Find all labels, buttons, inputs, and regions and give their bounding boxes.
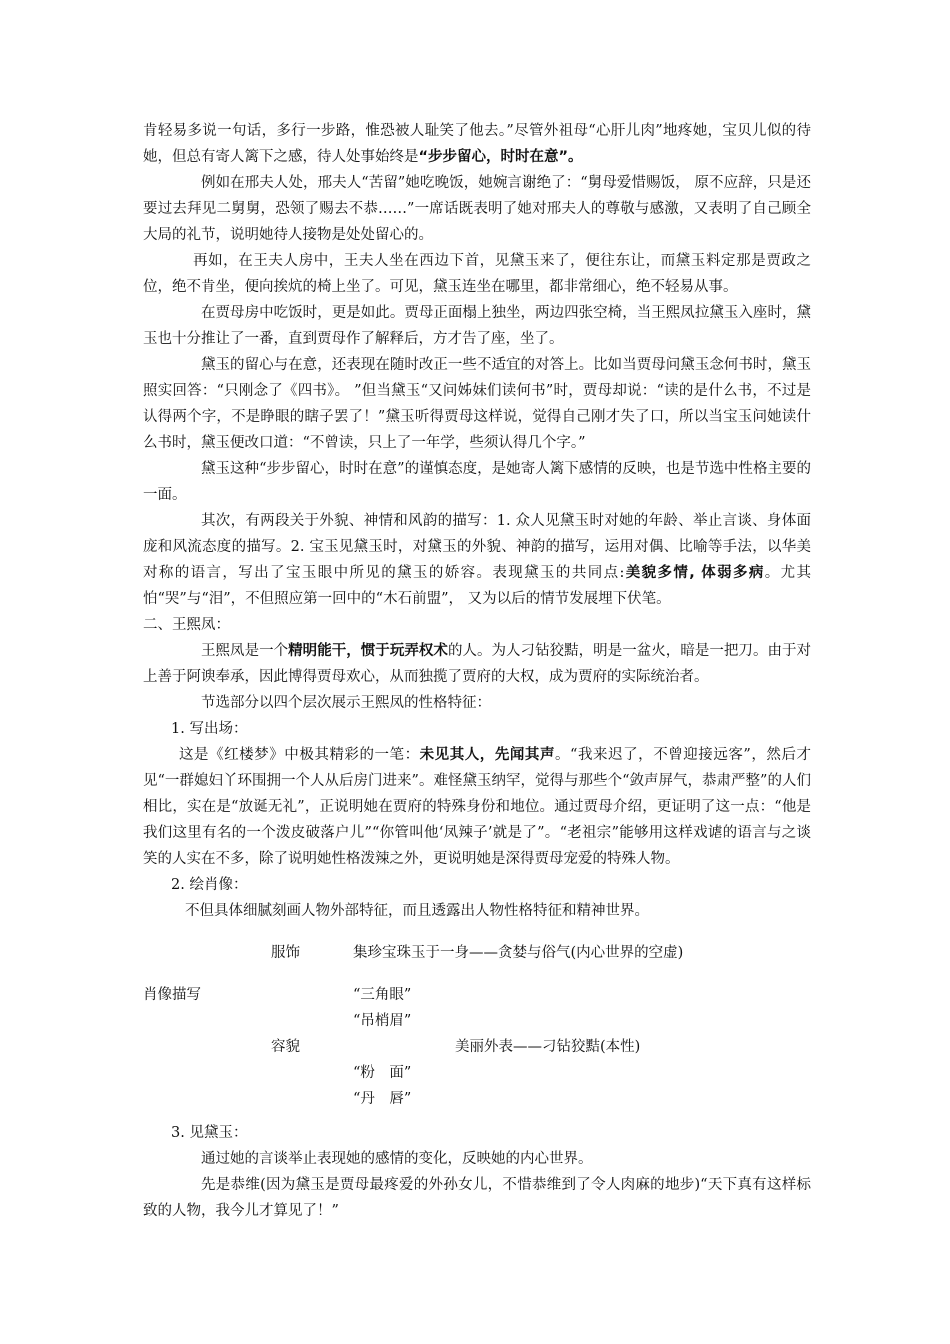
- paragraph-3: 再如，在王夫人房中，王夫人坐在西边下首，见黛玉来了，便往东让，而黛玉料定那是贾政之位，绝不肯坐，便向挨炕的椅上坐了。可见，黛玉连坐在哪里，都非常细心，绝不轻易从事。: [143, 253, 811, 295]
- emphasis-text: 美貌多情, 体弱多病: [624, 565, 765, 581]
- paragraph-7: 其次，有两段关于外貌、神情和风韵的描写：1. 众人见黛玉时对她的年龄、举止言谈、身体面庞和风流态度的描写。2. 宝玉见黛玉时，对黛玉的外貌、神韵的描写，运用对偶、比喻等手法，以华美对称的语言，写出了宝玉眼中所见的黛玉的娇容。表现黛玉的共同点:美貌多情, 体弱多病。尤其怕“哭”与“泪”，不但照应第一回中的“木石前盟”， 又为以后的情节发展埋下伏笔。: [143, 513, 812, 607]
- paragraph-1: 肯轻易多说一句话，多行一步路，惟恐被人耻笑了他去。”尽管外祖母“心肝儿肉”地疼她，宝贝儿似的待她，但总有寄人篱下之感，待人处事始终是“步步留心，时时在意”。: [143, 123, 811, 165]
- subheading-2: 2. 绘肖像：: [171, 877, 248, 893]
- paragraph-11: 不但具体细腻刻画人物外部特征，而且透露出人物性格特征和精神世界。: [185, 903, 649, 919]
- subheading-3: 3. 见黛玉：: [171, 1125, 248, 1141]
- section-heading: 二、王熙凤：: [143, 617, 230, 633]
- emphasis-text: 未见其人，先闻其声: [419, 747, 555, 763]
- document-body: [143, 118, 811, 1224]
- paragraph-13: 先是恭维(因为黛玉是贾母最疼爱的外孙女儿，不惜恭维到了令人肉麻的地步)“天下真有这样标致的人物，我今儿才算见了！”: [143, 1177, 811, 1219]
- paragraph-12: 通过她的言谈举止表现她的感情的变化，反映她的内心世界。: [201, 1151, 593, 1167]
- paragraph-5: 黛玉的留心与在意，还表现在随时改正一些不适宜的对答上。比如当贾母问黛玉念何书时，黛玉照实回答：“只刚念了《四书》。 ”但当黛玉“又问姊妹们读何书”时，贾母却说：“读的是什么书，不过是认得两个字，不是睁眼的瞎子罢了！”黛玉听得贾母这样说，觉得自己刚才失了口，所以当宝玉问她读什么书时，黛玉便改口道：“不曾读，只上了一年学，些须认得几个字。”: [143, 357, 811, 451]
- paragraph-6: 黛玉这种“步步留心，时时在意”的谨慎态度，是她寄人篱下感情的反映，也是节选中性格主要的一面。: [143, 461, 811, 503]
- emphasis-text: 精明能干，惯于玩弄权术: [288, 643, 448, 659]
- portrait-diagram: [143, 940, 811, 1120]
- paragraph-8: 王熙凤是一个精明能干，惯于玩弄权术的人。为人刁钻狡黠，明是一盆火，暗是一把刀。由于对上善于阿谀奉承，因此博得贾母欢心，从而独揽了贾府的大权，成为贾府的实际统治者。: [143, 643, 812, 685]
- paragraph-10: 这是《红楼梦》中极其精彩的一笔：未见其人，先闻其声。“我来迟了，不曾迎接远客”，然后才见“一群媳妇丫环围拥一个人从后房门进来”。难怪黛玉纳罕，觉得与那些个“敛声屏气，恭肃严整”的人们相比，实在是“放诞无礼”，正说明她在贾府的特殊身份和地位。通过贾母介绍，更证明了这一点：“他是我们这里有名的一个泼皮破落户儿”“你管叫他‘凤辣子’就是了”。“老祖宗”能够用这样戏谑的语言与之谈笑的人实在不多，除了说明她性格泼辣之外，更说明她是深得贾母宠爱的特殊人物。: [143, 747, 812, 867]
- paragraph-2: 例如在邢夫人处，邢夫人“苦留”她吃晚饭，她婉言谢绝了：“舅母爱惜赐饭， 原不应辞，只是还要过去拜见二舅舅，恐领了赐去不恭……”一席话既表明了她对邢夫人的尊敬与感激，又表明了自己顾全大局的礼节，说明她待人接物是处处留心的。: [143, 175, 811, 243]
- emphasis-text: “步步留心，时时在意”。: [418, 149, 583, 165]
- diagram-fushi-desc: 集珍宝珠玉于一身——贪婪与俗气(内心世界的空虚): [353, 945, 684, 961]
- diagram-face: “粉 面”: [353, 1065, 412, 1081]
- diagram-lips: “丹 唇”: [353, 1091, 412, 1107]
- diagram-label-rongmao: 容貌: [271, 1039, 300, 1055]
- diagram-rongmao-desc: 美丽外表——刁钻狡黠(本性): [455, 1039, 641, 1055]
- paragraph-4: 在贾母房中吃饭时，更是如此。贾母正面榻上独坐，两边四张空椅，当王熙凤拉黛玉入座时，黛玉也十分推让了一番，直到贾母作了解释后，方才告了座，坐了。: [143, 305, 811, 347]
- diagram-label-xiaoxiang: 肖像描写: [143, 987, 201, 1003]
- diagram-label-fushi: 服饰: [271, 945, 300, 961]
- subheading-1: 1. 写出场：: [171, 721, 248, 737]
- diagram-brow: “吊梢眉”: [353, 1013, 412, 1029]
- paragraph-9: 节选部分以四个层次展示王熙凤的性格特征：: [201, 695, 491, 711]
- diagram-eye: “三角眼”: [353, 987, 412, 1003]
